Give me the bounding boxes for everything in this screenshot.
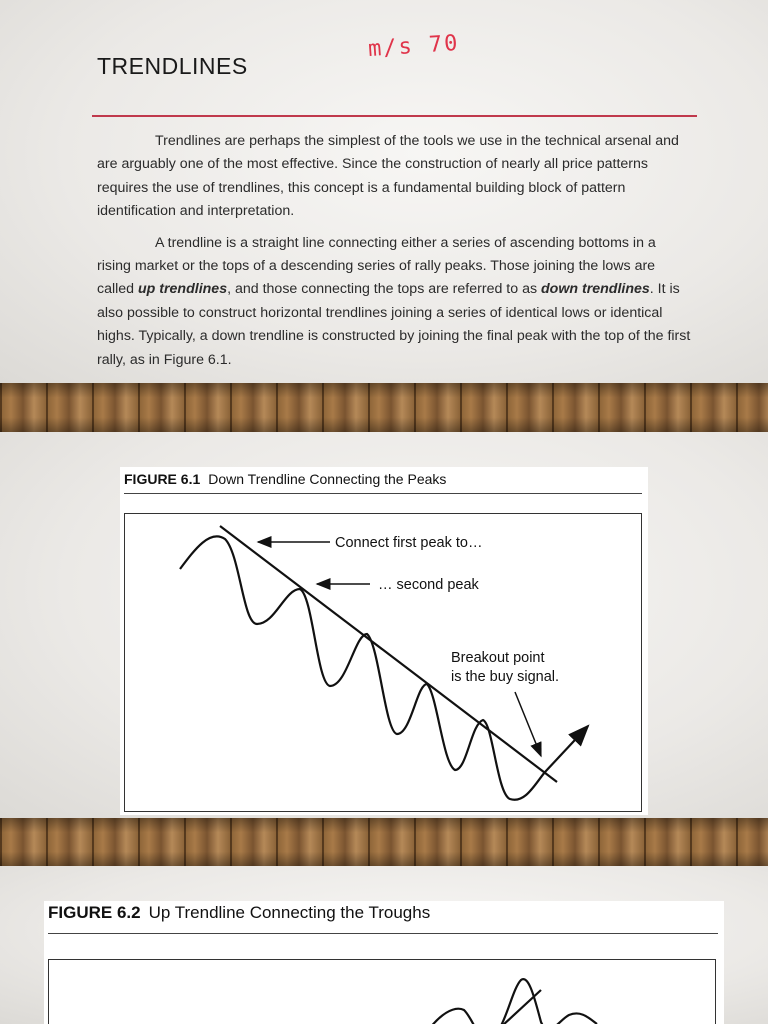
breakout-arrow [545,726,588,772]
plot-frame [124,513,642,812]
handwritten-note: m/s 70 [367,30,461,63]
figure-number: FIGURE 6.1 [124,471,201,487]
wood-floor-divider [0,818,768,866]
figure-caption [48,903,430,923]
figure-6-1 [120,467,648,815]
term-up-trendlines: up trendlines [138,281,228,298]
annotation-breakout-2: is the buy signal. [451,669,560,685]
down-trendline-diagram [125,514,641,811]
slide-2 [0,432,768,818]
slide-1 [0,0,768,383]
slide-3 [0,866,768,1024]
paragraph-2: A trendline is a straight line connecting either a series of ascending bottoms in a rising market or the tops of a descending series of rally peaks. Those joining the lows are called up trendlines, and those connecting the tops are referred to as down trendlines. It is also possible to construct horizontal trendlines joining a series of identical lows or identical highs. Typically, a down trendline is constructed by joining the final peak with the top of the first rally, as in Figure 6.1. [97,234,691,368]
annotation-first-peak: Connect first peak to… [335,535,483,551]
caption-rule [124,493,642,494]
annotation-second-peak: … second peak [378,577,479,593]
figure-caption [124,471,446,487]
slide-title: TRENDLINES [97,53,248,79]
annotation-breakout-1: Breakout point [451,650,545,666]
paragraph-1: Trendlines are perhaps the simplest of the tools we use in the technical arsenal and are arguably one of the most effective. Since the construction of nearly all price patterns requires the use of trendlines, this concept is a fundamental building block of pattern identification and interpretation. [97,133,679,220]
plot-frame [48,959,716,1024]
term-down-trendlines: down trendlines [541,281,650,298]
annotation-arrow-3 [515,692,541,756]
figure-title: Down Trendline Connecting the Peaks [208,471,447,487]
figure-number: FIGURE 6.2 [48,903,141,922]
slide-body [97,130,692,380]
up-trendline-diagram [49,960,715,1024]
figure-6-2 [44,901,724,1024]
title-divider [92,115,697,117]
wood-floor-divider [0,383,768,432]
caption-rule [48,933,718,934]
figure-title: Up Trendline Connecting the Troughs [148,903,431,922]
